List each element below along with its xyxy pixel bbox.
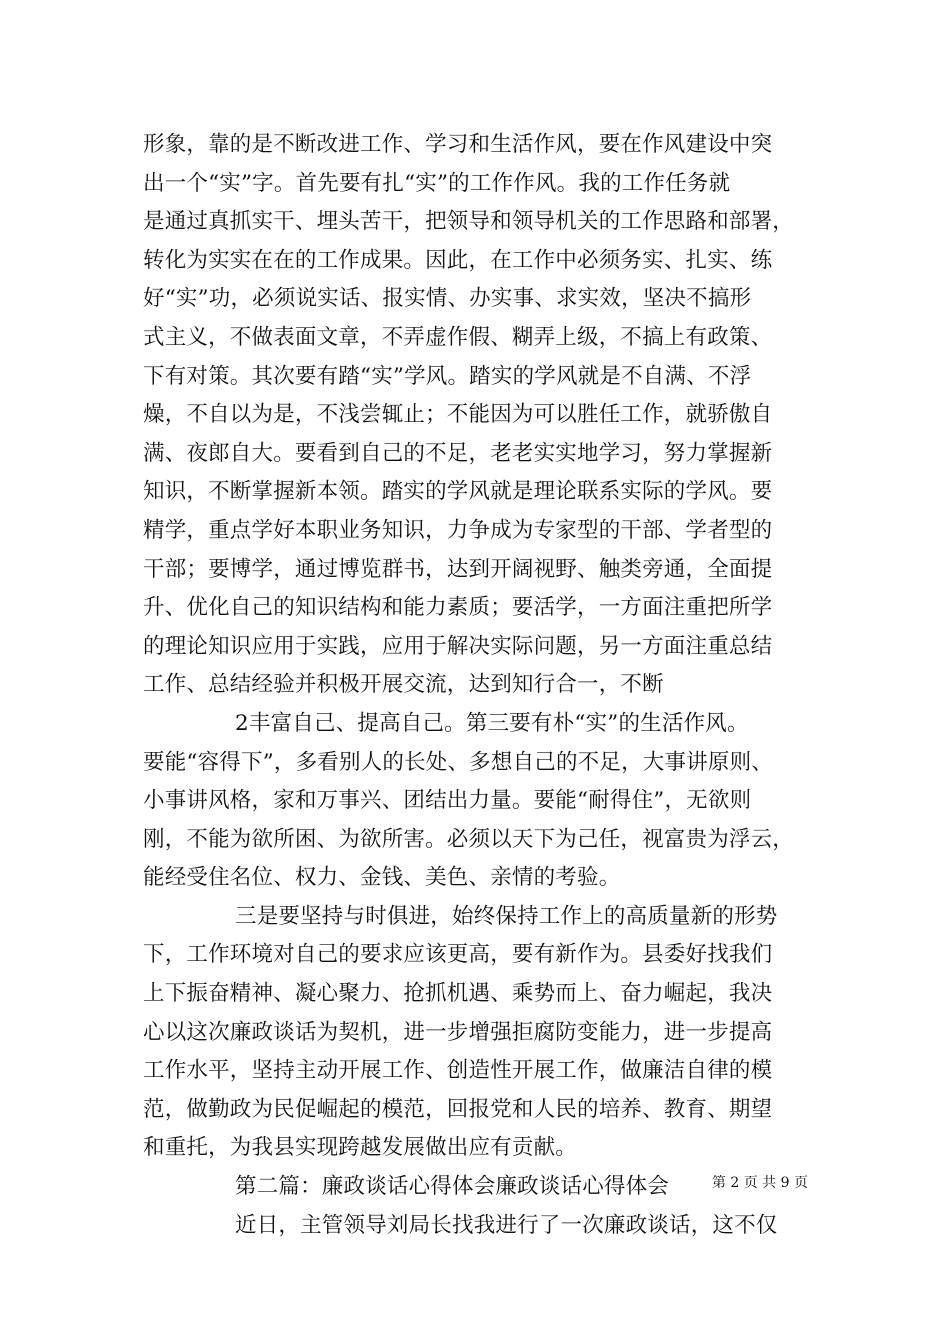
text-line: 的理论知识应用于实践，应用于解决实际问题，另一方面注重总结 — [143, 633, 773, 659]
text-line: 知识，不断掌握新本领。踏实的学风就是理论联系实际的学风。要 — [143, 479, 773, 505]
text-line: 好“实”功，必须说实话、报实情、办实事、求实效，坚决不搞形 — [143, 286, 752, 312]
text-line: 心以这次廉政谈话为契机，进一步增强拒腐防变能力，进一步提高 — [143, 1019, 773, 1045]
text-line: 能经受住名位、权力、金钱、美色、亲情的考验。 — [143, 865, 621, 891]
text-line: 工作水平，坚持主动开展工作、创造性开展工作，做廉洁自律的模 — [143, 1058, 773, 1084]
text-line: 范，做勤政为民促崛起的模范，回报党和人民的培养、教育、期望 — [143, 1096, 773, 1122]
text-line: 形象，靠的是不断改进工作、学习和生活作风，要在作风建设中突 — [143, 132, 773, 157]
section-heading: 第二篇：廉政谈话心得体会廉政谈话心得体会 — [235, 1174, 670, 1200]
text-line: 是通过真抓实干、埋头苦干，把领导和领导机关的工作思路和部署， — [143, 209, 795, 235]
text-line: 要能“容得下”，多看别人的长处、多想自己的不足，大事讲原则、 — [143, 749, 773, 775]
text-line: 和重托，为我县实现跨越发展做出应有贡献。 — [143, 1135, 578, 1161]
text-line: 升、优化自己的知识结构和能力素质；要活学，一方面注重把所学 — [143, 595, 773, 621]
text-line: 下，工作环境对自己的要求应该更高，要有新作为。县委好找我们 — [143, 942, 773, 968]
page-number-footer: 第 2 页 共 9 页 — [711, 1175, 808, 1191]
text-line: 工作、总结经验并积极开展交流，达到知行合一，不断 — [143, 672, 664, 698]
text-line: 干部；要博学，通过博览群书，达到开阔视野、触类旁通，全面提 — [143, 556, 773, 582]
paragraph-start-line: 近日，主管领导刘局长找我进行了一次廉政谈话，这不仅 — [235, 1212, 778, 1238]
text-line: 式主义，不做表面文章，不弄虚作假、糊弄上级，不搞上有政策、 — [143, 324, 773, 350]
paragraph-start-line: 2丰富自己、提高自己。第三要有朴“实”的生活作风。 — [235, 710, 749, 736]
text-line: 刚，不能为欲所困、为欲所害。必须以天下为己任，视富贵为浮云， — [143, 826, 795, 852]
text-line: 燥，不自以为是，不浅尝辄止；不能因为可以胜任工作，就骄傲自 — [143, 402, 773, 428]
text-line: 转化为实实在在的工作成果。因此，在工作中必须务实、扎实、练 — [143, 247, 773, 273]
text-line: 小事讲风格，家和万事兴、团结出力量。要能“耐得住”，无欲则 — [143, 788, 752, 814]
text-line: 出一个“实”字。首先要有扎“实”的工作作风。我的工作任务就 — [143, 170, 731, 196]
text-line: 上下振奋精神、凝心聚力、抢抓机遇、乘势而上、奋力崛起，我决 — [143, 981, 773, 1007]
text-line: 满、夜郎自大。要看到自己的不足，老老实实地学习，努力掌握新 — [143, 440, 773, 466]
document-body — [143, 126, 815, 1245]
text-line: 精学，重点学好本职业务知识，力争成为专家型的干部、学者型的 — [143, 517, 773, 543]
text-line: 下有对策。其次要有踏“实”学风。踏实的学风就是不自满、不浮 — [143, 363, 752, 389]
paragraph-start-line: 三是要坚持与时俱进，始终保持工作上的高质量新的形势 — [235, 903, 778, 929]
